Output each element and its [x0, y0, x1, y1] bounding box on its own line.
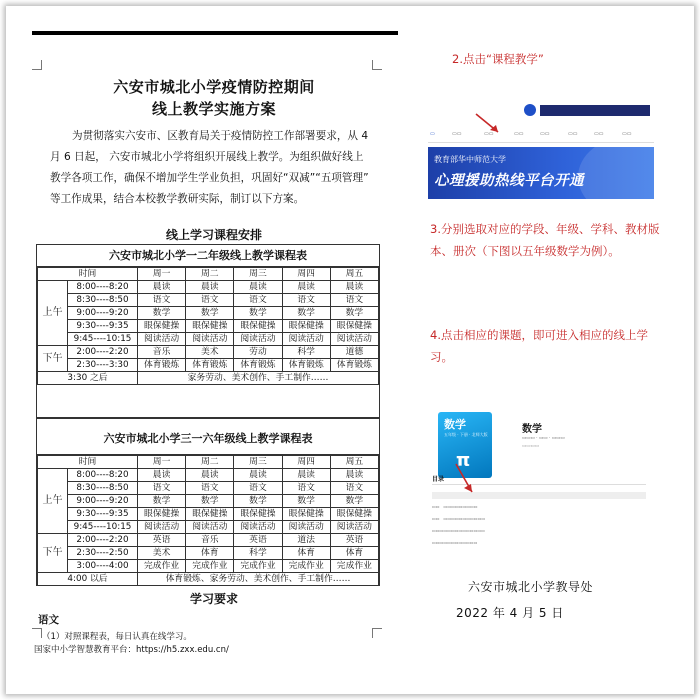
header-cell: 周三	[234, 456, 282, 469]
table-row	[38, 495, 379, 508]
table-header-row	[38, 268, 379, 281]
timetable	[37, 455, 379, 586]
platform-link-line: 国家中小学智慧教育平台：https://h5.zxx.edu.cn/	[34, 645, 229, 655]
time-cell: 2:00----2:20	[68, 534, 138, 547]
header-cell: 周一	[138, 456, 186, 469]
table-cell: 完成作业	[138, 560, 186, 573]
table-cell: 英语	[330, 534, 378, 547]
book-cover-sub: 五年级 · 下册 · 北师大版	[444, 432, 488, 437]
banner-line2: 心理援助热线平台开通	[434, 173, 584, 189]
banner-line1: 教育部华中师范大学	[434, 155, 506, 164]
table-cell: 眼保健操	[234, 508, 282, 521]
table-row	[38, 534, 379, 547]
time-cell: 3:00----4:00	[68, 560, 138, 573]
table-cell: 数学	[330, 307, 378, 320]
table-cell: 体育锻炼	[282, 359, 330, 372]
table-cell: 眼保健操	[186, 508, 234, 521]
header-cell: 时间	[38, 268, 138, 281]
table-row	[38, 372, 379, 385]
table-row	[38, 482, 379, 495]
table-cell: 完成作业	[330, 560, 378, 573]
table-cell: 阅读活动	[138, 333, 186, 346]
table-row	[38, 294, 379, 307]
table-cell: 眼保健操	[234, 320, 282, 333]
table-cell: 道德	[330, 346, 378, 359]
nav-item[interactable]: ▭▭	[568, 131, 578, 137]
table-cell: 语文	[234, 294, 282, 307]
intro-line: 等工作成果，结合本校教学教研实际，制订以下方案。	[50, 193, 305, 205]
time-cell: 8:00----8:20	[68, 281, 138, 294]
course-screenshot	[426, 400, 652, 560]
table-cell: 眼保健操	[282, 508, 330, 521]
toc-label: 目录	[432, 476, 445, 483]
session-label: 上午	[38, 469, 68, 534]
course-name: 数学	[522, 424, 542, 435]
table-cell: 阅读活动	[330, 521, 378, 534]
table-cell: 完成作业	[186, 560, 234, 573]
table-row	[38, 320, 379, 333]
requirement-line: （1）对照课程表，每日认真在线学习。	[42, 632, 192, 642]
table-cell: 阅读活动	[330, 333, 378, 346]
table-row	[38, 346, 379, 359]
table-cell: 晨读	[138, 469, 186, 482]
time-cell: 2:30----3:30	[68, 359, 138, 372]
pi-icon: π	[456, 450, 471, 471]
intro-line: 月 6 日起， 六安市城北小学将组织开展线上教学。为组织做好线上	[50, 151, 364, 163]
table-cell: 体育锻炼	[234, 359, 282, 372]
arrow-icon	[472, 112, 502, 136]
table-header-row	[38, 456, 379, 469]
table-cell: 语文	[186, 482, 234, 495]
table-cell: 道法	[282, 534, 330, 547]
doc-title: 六安市城北小学疫情防控期间	[113, 78, 315, 96]
table-cell: 数学	[138, 307, 186, 320]
table-cell: 语文	[138, 482, 186, 495]
time-cell: 2:00----2:20	[68, 346, 138, 359]
table-cell: 晨读	[330, 281, 378, 294]
table-cell: 数学	[234, 307, 282, 320]
header-cell: 周四	[282, 268, 330, 281]
time-cell: 9:00----9:20	[68, 307, 138, 320]
time-cell: 8:00----8:20	[68, 469, 138, 482]
table-cell: 晨读	[330, 469, 378, 482]
course-meta: ▭▭▭ · ▭▭ · ▭▭▭	[522, 436, 565, 441]
header-cell: 周五	[330, 456, 378, 469]
session-label: 上午	[38, 281, 68, 346]
table-cell: 体育	[186, 547, 234, 560]
table-row	[38, 307, 379, 320]
table-cell: 数学	[282, 495, 330, 508]
table-cell: 语文	[330, 294, 378, 307]
nav-item[interactable]: ▭▭	[452, 131, 462, 137]
table-cell: 晨读	[186, 281, 234, 294]
table-row	[38, 359, 379, 372]
crop-mark	[32, 60, 42, 70]
table-cell: 科学	[282, 346, 330, 359]
document-page	[28, 28, 400, 658]
course-meta-2: ▭▭▭▭	[522, 444, 540, 449]
time-cell: 4:00 以后	[38, 573, 138, 586]
nav-item[interactable]: ▭▭	[540, 131, 550, 137]
table-cell: 语文	[138, 294, 186, 307]
header-cell: 周五	[330, 268, 378, 281]
table-cell: 眼保健操	[330, 320, 378, 333]
table-cell: 体育锻炼	[330, 359, 378, 372]
lesson-row[interactable]: ▭▭▭▭▭▭▭▭▭▭▭▭▭▭	[432, 528, 485, 533]
time-cell: 8:30----8:50	[68, 482, 138, 495]
table-cell: 美术	[138, 547, 186, 560]
issuer-name: 六安市城北小学教导处	[468, 580, 594, 594]
nav-item[interactable]: ▭	[430, 131, 435, 137]
schedule-heading: 线上学习课程安排	[165, 228, 262, 242]
table-cell: 美术	[186, 346, 234, 359]
table-row	[38, 547, 379, 560]
crop-mark	[32, 628, 42, 638]
session-label: 下午	[38, 534, 68, 573]
doc-subtitle: 线上教学实施方案	[151, 100, 276, 118]
table-cell: 阅读活动	[234, 333, 282, 346]
step-3-instruction: 3.分别选取对应的学段、年级、学科、教材版本、册次（下图以五年级数学为例）。	[430, 222, 660, 258]
nav-item[interactable]: ▭▭	[514, 131, 524, 137]
header-cell: 周三	[234, 268, 282, 281]
time-cell: 9:30----9:35	[68, 508, 138, 521]
table-cell: 眼保健操	[138, 320, 186, 333]
intro-line: 教学各项工作，确保不增加学生学业负担，巩固好“双减”“五项管理”	[50, 172, 369, 184]
platform-nav	[428, 126, 654, 142]
table-cell: 语文	[234, 482, 282, 495]
table-cell: 体育锻炼	[138, 359, 186, 372]
platform-logo-icon	[524, 100, 654, 118]
table-cell: 语文	[282, 294, 330, 307]
table-cell: 数学	[330, 495, 378, 508]
table-cell: 完成作业	[282, 560, 330, 573]
table-cell: 数学	[282, 307, 330, 320]
header-cell: 周二	[186, 456, 234, 469]
header-cell: 周二	[186, 268, 234, 281]
step-4-instruction: 4.点击相应的课题，即可进入相应的线上学习。	[430, 328, 648, 364]
table-cell: 阅读活动	[282, 521, 330, 534]
table-cell: 眼保健操	[186, 320, 234, 333]
intro-paragraph	[50, 126, 380, 210]
table-cell: 体育	[330, 547, 378, 560]
intro-line: 为贯彻落实六安市、区教育局关于疫情防控工作部署要求，从 4	[72, 130, 369, 142]
table-cell: 阅读活动	[186, 333, 234, 346]
schedule-table-grade1-2	[36, 244, 380, 418]
time-cell: 2:30----2:50	[68, 547, 138, 560]
table-cell: 眼保健操	[138, 508, 186, 521]
table-row	[38, 521, 379, 534]
arrow-icon	[452, 462, 478, 496]
table-cell: 晨读	[138, 281, 186, 294]
table-cell: 数学	[186, 307, 234, 320]
issue-date: 2022 年 4 月 5 日	[456, 606, 564, 620]
crop-mark	[372, 628, 382, 638]
crop-mark	[372, 60, 382, 70]
lesson-row[interactable]: ▭▭ ▭▭▭▭▭▭▭▭▭▭▭	[432, 516, 486, 521]
table-cell: 晨读	[186, 469, 234, 482]
session-label: 下午	[38, 346, 68, 372]
nav-item[interactable]: ▭▭	[594, 131, 604, 137]
top-rule	[32, 31, 398, 35]
table-cell: 语文	[330, 482, 378, 495]
table-cell: 语文	[282, 482, 330, 495]
table-caption: 六安市城北小学一二年级线上教学课程表	[37, 245, 379, 267]
table-cell: 英语	[234, 534, 282, 547]
table-cell: 体育锻炼	[186, 359, 234, 372]
table-cell: 阅读活动	[282, 333, 330, 346]
banner-glow	[578, 147, 654, 199]
table-row	[38, 469, 379, 482]
table-cell: 音乐	[138, 346, 186, 359]
table-cell: 劳动	[234, 346, 282, 359]
table-row	[38, 560, 379, 573]
lesson-row[interactable]: ▭▭ ▭▭▭▭▭▭▭▭▭	[432, 504, 478, 509]
table-cell: 家务劳动、美术创作、手工制作……	[138, 372, 379, 385]
time-cell: 9:30----9:35	[68, 320, 138, 333]
table-cell: 体育锻炼、家务劳动、美术创作、手工制作……	[138, 573, 379, 586]
header-cell: 时间	[38, 456, 138, 469]
table-cell: 晨读	[282, 281, 330, 294]
platform-screenshot	[428, 100, 654, 202]
table-cell: 阅读活动	[234, 521, 282, 534]
table-cell: 晨读	[282, 469, 330, 482]
table-cell: 眼保健操	[282, 320, 330, 333]
table-row	[38, 333, 379, 346]
time-cell: 8:30----8:50	[68, 294, 138, 307]
table-cell: 眼保健操	[330, 508, 378, 521]
nav-divider	[428, 142, 654, 143]
table-cell: 阅读活动	[186, 521, 234, 534]
book-cover-title: 数学	[444, 418, 466, 431]
table-cell: 阅读活动	[138, 521, 186, 534]
nav-item[interactable]: ▭▭	[484, 131, 494, 137]
time-cell: 9:45----10:15	[68, 521, 138, 534]
table-caption: 六安市城北小学三一六年级线上教学课程表	[37, 419, 379, 455]
lesson-row[interactable]: ▭▭▭▭▭▭▭▭▭▭▭▭	[432, 540, 478, 545]
time-cell: 3:30 之后	[38, 372, 138, 385]
timetable	[37, 267, 379, 385]
table-cell: 音乐	[186, 534, 234, 547]
table-cell: 晨读	[234, 281, 282, 294]
time-cell: 9:00----9:20	[68, 495, 138, 508]
subject-heading: 语文	[38, 614, 59, 626]
table-cell: 数学	[138, 495, 186, 508]
table-cell: 数学	[186, 495, 234, 508]
table-cell: 体育	[282, 547, 330, 560]
table-cell: 完成作业	[234, 560, 282, 573]
table-cell: 科学	[234, 547, 282, 560]
table-row	[38, 508, 379, 521]
header-cell: 周四	[282, 456, 330, 469]
requirements-heading: 学习要求	[189, 592, 238, 606]
table-cell: 语文	[186, 294, 234, 307]
time-cell: 9:45----10:15	[68, 333, 138, 346]
hotline-banner[interactable]	[428, 147, 654, 199]
header-cell: 周一	[138, 268, 186, 281]
step-2-instruction: 2.点击“课程教学”	[452, 52, 544, 66]
schedule-table-grade3-6	[36, 418, 380, 586]
table-cell: 数学	[234, 495, 282, 508]
table-row	[38, 281, 379, 294]
nav-item[interactable]: ▭▭	[622, 131, 632, 137]
table-row	[38, 573, 379, 586]
table-cell: 晨读	[234, 469, 282, 482]
table-cell: 英语	[138, 534, 186, 547]
